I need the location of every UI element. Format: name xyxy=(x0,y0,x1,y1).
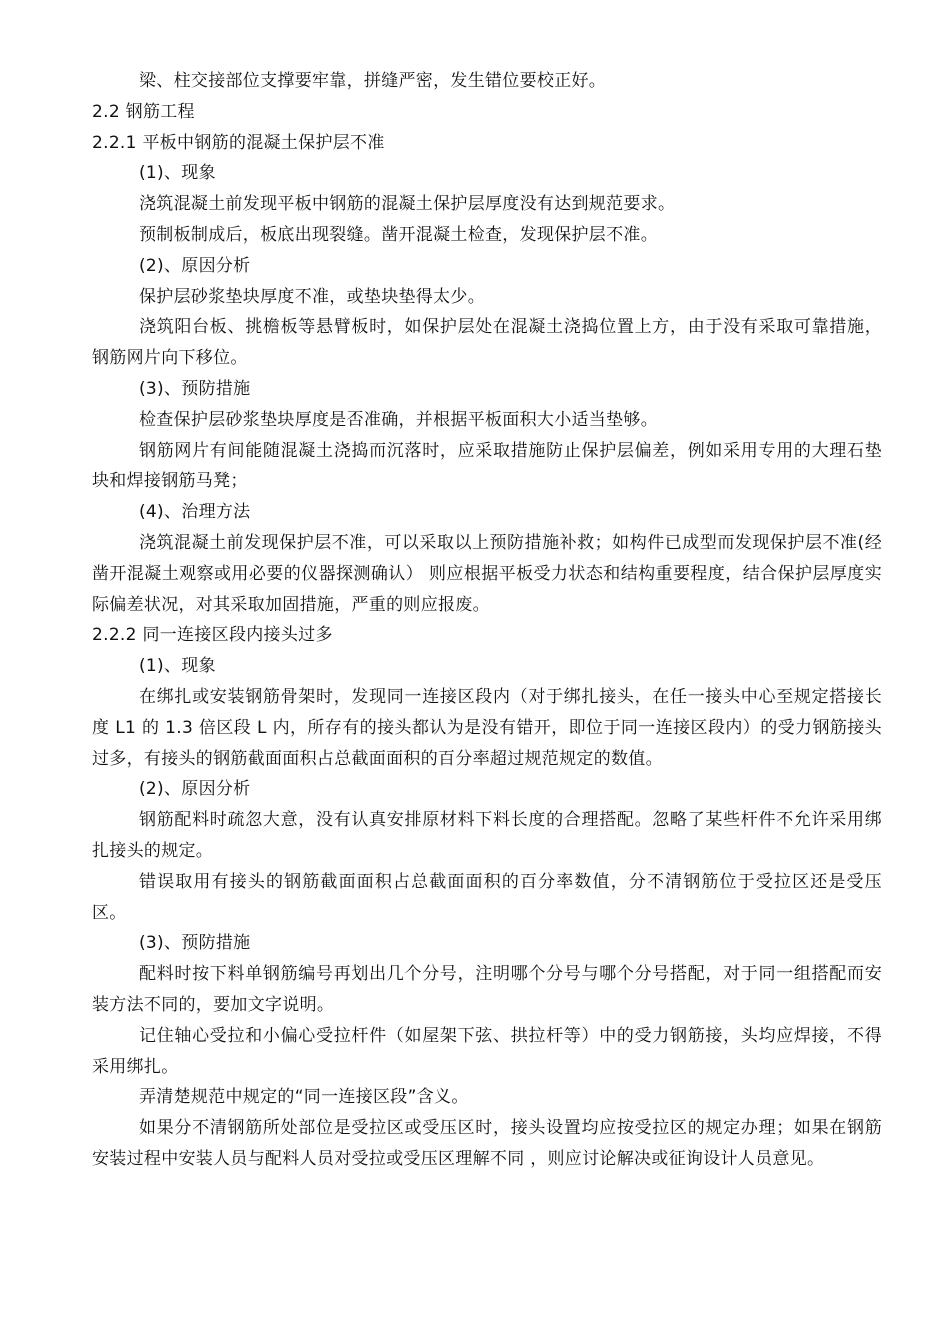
subsection-heading-joints: 2.2.2 同一连接区段内接头过多 xyxy=(92,625,333,646)
paragraph: 弄清楚规范中规定的“同一连接区段”含义。 xyxy=(139,1087,469,1108)
item-heading-cause: (2)、原因分析 xyxy=(139,779,251,800)
paragraph: 保护层砂浆垫块厚度不准，或垫块垫得太少。 xyxy=(139,286,485,307)
item-heading-treatment: (4)、治理方法 xyxy=(139,502,251,523)
paragraph: 浇筑混凝土前发现平板中钢筋的混凝土保护层厚度没有达到规范要求。 xyxy=(139,194,676,215)
paragraph: 预制板制成后，板底出现裂缝。凿开混凝土检查，发现保护层不准。 xyxy=(139,224,658,245)
item-heading-phenomenon: (1)、现象 xyxy=(139,163,216,184)
paragraph: 在绑扎或安装钢筋骨架时，发现同一连接区段内（对于绑扎接头，在任一接头中心至规定搭接长度 L1 的 1.3 倍区段 L 内，所存有的接头都认为是没有错开，即位于同一连接区段内）的受力钢筋接头过多，有接头的钢筋截面面积占总截面面积的百分率超过规范规定的数值。 xyxy=(92,686,882,769)
paragraph: 浇筑阳台板、挑檐板等悬臂板时，如保护层处在混凝土浇捣位置上方，由于没有采取可靠措施，钢筋网片向下移位。 xyxy=(92,317,882,369)
paragraph: 记住轴心受拉和小偏心受拉杆件（如屋架下弦、拱拉杆等）中的受力钢筋接，头均应焊接，不得采用绑扎。 xyxy=(92,1025,882,1077)
item-heading-cause: (2)、原因分析 xyxy=(139,255,251,276)
paragraph: 钢筋配料时疏忽大意，没有认真安排原材料下料长度的合理搭配。忽略了某些杆件不允许采用绑扎接头的规定。 xyxy=(92,810,882,861)
item-heading-prevention: (3)、预防措施 xyxy=(139,933,251,954)
paragraph: 如果分不清钢筋所处部位是受拉区或受压区时，接头设置均应按受拉区的规定办理；如果在钢筋安装过程中安装人员与配料人员对受拉或受压区理解不同 ，则应讨论解决或征询设计人员意见。 xyxy=(92,1118,882,1169)
paragraph: 检查保护层砂浆垫块厚度是否准确，并根据平板面积大小适当垫够。 xyxy=(139,409,658,430)
paragraph: 浇筑混凝土前发现保护层不准，可以采取以上预防措施补救；如构件已成型而发现保护层不准(经凿开混凝土观察或用必要的仪器探测确认） 则应根据平板受力状态和结构重要程度，结合保护层厚度实际偏差状况，对其采取加固措施，严重的则应报废。 xyxy=(92,532,882,615)
paragraph: 配料时按下料单钢筋编号再划出几个分号，注明哪个分号与哪个分号搭配，对于同一组搭配而安装方法不同的，要加文字说明。 xyxy=(92,964,882,1015)
item-heading-phenomenon: (1)、现象 xyxy=(139,656,216,677)
subsection-heading-cover: 2.2.1 平板中钢筋的混凝土保护层不准 xyxy=(92,132,385,153)
document-page xyxy=(92,66,882,1175)
section-heading-rebar: 2.2 钢筋工程 xyxy=(92,101,195,122)
paragraph: 钢筋网片有间能随混凝土浇捣而沉落时，应采取措施防止保护层偏差，例如采用专用的大理石垫块和焊接钢筋马凳； xyxy=(92,440,882,492)
paragraph-support-note: 梁、柱交接部位支撑要牢靠，拼缝严密，发生错位要校正好。 xyxy=(139,71,607,91)
item-heading-prevention: (3)、预防措施 xyxy=(139,378,251,399)
paragraph: 错误取用有接头的钢筋截面面积占总截面面积的百分率数值，分不清钢筋位于受拉区还是受压区。 xyxy=(92,871,882,923)
